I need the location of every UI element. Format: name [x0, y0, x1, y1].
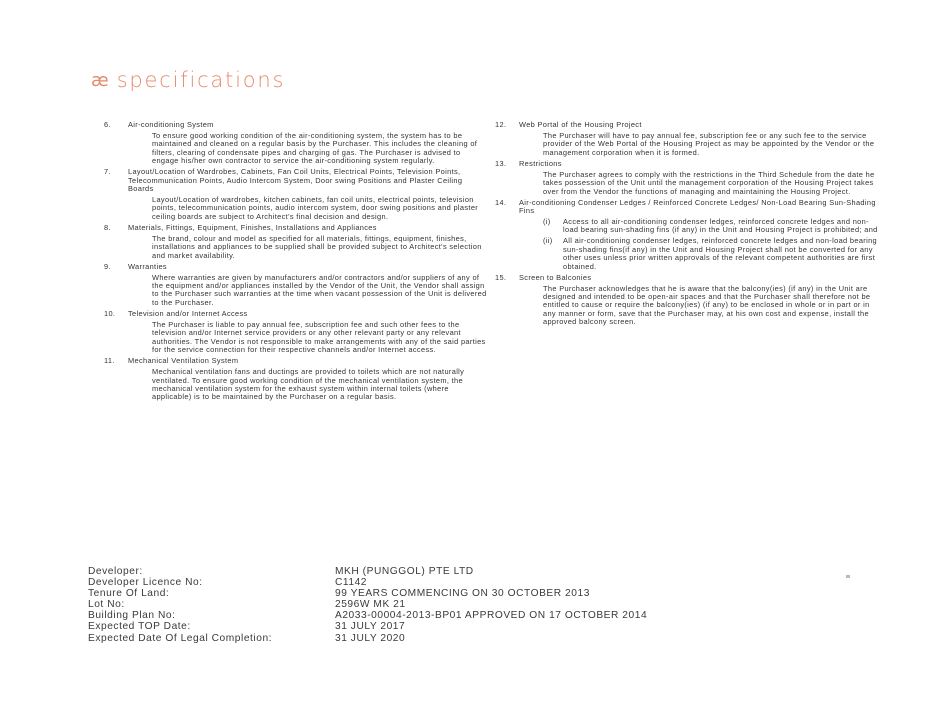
detail-label: Building Plan No:	[88, 610, 176, 622]
spec-item-paragraph-row	[104, 368, 489, 402]
detail-label: Tenure Of Land:	[88, 588, 170, 600]
spec-item-heading: Screen to Balconies	[519, 272, 592, 282]
spec-item-heading: Materials, Fittings, Equipment, Finishes, Installations and Appliances	[128, 222, 377, 232]
detail-value: C1142	[335, 577, 368, 589]
detail-value: A2033-00004-2013-BP01 APPROVED ON 17 OCTOBER 2014	[335, 610, 648, 622]
spec-item-paragraph: The Purchaser is liable to pay annual fee, subscription fee and such other fees to the television and/or Internet service providers or any other relevant party or any relevant authorities. The Vendor is not responsible to make arrangements with any of the said parties for the service connection for their respective channels and/or Internet access.	[152, 319, 486, 355]
spec-subitem	[519, 237, 880, 271]
detail-label: Developer Licence No:	[88, 577, 203, 589]
spec-item-heading: Warranties	[128, 261, 167, 271]
spec-subitem-text: All air-conditioning condenser ledges, reinforced concrete ledges and non-load bearing sun-shading fins(if any) in the Unit and Housing Project shall not be converted for any other uses unless prior written approvals of the relevant competent authorities are first obtained.	[563, 236, 878, 271]
detail-row	[88, 599, 647, 610]
spec-item-heading: Mechanical Ventilation System	[128, 356, 239, 366]
spec-item	[104, 121, 489, 166]
spec-item	[495, 121, 880, 157]
spec-item-indent	[495, 132, 519, 157]
spec-item-number: 14.	[495, 197, 507, 207]
spec-item-heading-row	[495, 160, 880, 168]
detail-row	[88, 566, 647, 577]
spec-item-heading-row	[104, 168, 489, 193]
spec-item-indent	[104, 368, 128, 402]
spec-item-heading: Air-conditioning System	[128, 120, 214, 129]
detail-value: 2596W MK 21	[335, 599, 406, 611]
spec-subitem-row	[495, 237, 880, 271]
spec-item-paragraph: To ensure good working condition of the air-conditioning system, the system has to be maintained and cleaned on a regular basis by the Purchaser. This includes the cleaning of filters, clearing of condensate pipes and charging of gas. The Purchaser is advised to engage his/her own contractor to service the air-conditioning system regularly.	[152, 131, 478, 166]
scan-speck	[846, 575, 850, 578]
spec-item-indent	[495, 218, 519, 235]
page-title: specifications	[116, 68, 286, 92]
spec-item-indent	[495, 285, 519, 327]
spec-item-heading-row	[495, 274, 880, 282]
spec-item-paragraph: Mechanical ventilation fans and ductings are provided to toilets which are not naturally ventilated. To ensure good working condition of the mechanical ventilation system, the mechanical ventilation system for the exhaust system within internal toilets (where applicable) is to be maintained by the Purchaser on a regular basis.	[152, 367, 465, 402]
spec-item-indent	[495, 237, 519, 271]
spec-subitem	[519, 218, 880, 235]
detail-row	[88, 588, 647, 599]
spec-item-paragraph: The Purchaser acknowledges that he is aware that the balcony(ies) (if any) in the Unit are designed and intended to be open-air spaces and that the Purchaser shall therefore not be entitled to cause or require the balcony(ies) (if any) to be enclosed in whole or in part or in any manner or form, save that the Purchaser may, at his own cost and expense, install the approved balcony screen.	[543, 283, 871, 327]
detail-label: Expected Date Of Legal Completion:	[88, 632, 273, 644]
spec-item-indent	[104, 321, 128, 355]
project-details	[88, 566, 647, 644]
spec-item-paragraph-row	[104, 274, 489, 308]
spec-subitem-text: Access to all air-conditioning condenser ledges, reinforced concrete ledges and non-load bearing sun-shading fins (if any) in the Unit and Housing Project is prohibited; and	[563, 217, 878, 235]
spec-item-heading: Web Portal of the Housing Project	[519, 120, 642, 129]
spec-item	[495, 274, 880, 327]
spec-item-heading-row	[495, 121, 880, 129]
spec-item-number: 11.	[104, 356, 115, 366]
detail-label: Expected TOP Date:	[88, 621, 191, 633]
spec-item-paragraph-row	[104, 235, 489, 260]
spec-item-heading: Air-conditioning Condenser Ledges / Reinforced Concrete Ledges/ Non-Load Bearing Sun-Shading Fins	[519, 197, 876, 216]
spec-item-heading-row	[104, 310, 489, 318]
spec-item-paragraph: Where warranties are given by manufacturers and/or contractors and/or suppliers of any of the equipment and/or appliances installed by the Vendor of the Unit, the Vendor shall assign to the Purchaser such warranties at the time when vacant possession of the Unit is delivered to the Purchaser.	[152, 272, 487, 307]
spec-item	[495, 160, 880, 196]
spec-item	[104, 357, 489, 402]
spec-subitem-mark: (i)	[543, 217, 551, 227]
detail-row	[88, 633, 647, 644]
detail-label: Developer:	[88, 566, 143, 577]
spec-item	[104, 310, 489, 355]
page-header	[91, 68, 285, 92]
brand-logo-icon: æ	[91, 69, 107, 91]
detail-value: 99 YEARS COMMENCING ON 30 OCTOBER 2013	[335, 588, 590, 600]
spec-subitem-mark: (ii)	[543, 236, 553, 246]
spec-item-paragraph-row	[495, 285, 880, 327]
spec-item-number: 8.	[104, 222, 111, 232]
spec-item-paragraph-row	[104, 321, 489, 355]
spec-item-number: 9.	[104, 261, 111, 271]
spec-item-indent	[104, 196, 128, 221]
spec-item	[104, 263, 489, 308]
spec-item-heading-row	[104, 263, 489, 271]
right-column	[495, 121, 880, 329]
spec-item-paragraph: The brand, colour and model as specified for all materials, fittings, equipment, finishes, installations and appliances to be supplied shall be provided subject to Architect's selection and market availability.	[152, 233, 482, 260]
left-column	[104, 121, 489, 404]
spec-item-paragraph-row	[104, 132, 489, 166]
spec-item-number: 7.	[104, 167, 111, 177]
spec-item-indent	[104, 274, 128, 308]
spec-item-number: 13.	[495, 158, 507, 168]
spec-item	[104, 224, 489, 260]
spec-item-heading-row	[495, 199, 880, 216]
spec-item-indent	[104, 132, 128, 166]
detail-value: MKH (PUNGGOL) PTE LTD	[335, 566, 474, 577]
spec-item-number: 12.	[495, 120, 507, 129]
spec-item-heading-row	[104, 224, 489, 232]
spec-item-paragraph-row	[495, 171, 880, 196]
spec-item-indent	[104, 235, 128, 260]
detail-row	[88, 577, 647, 588]
spec-item-paragraph-row	[104, 196, 489, 221]
spec-item-number: 10.	[104, 308, 116, 318]
detail-label: Lot No:	[88, 599, 125, 611]
spec-item-indent	[495, 171, 519, 196]
spec-item-paragraph-row	[495, 132, 880, 157]
spec-subitem-row	[495, 218, 880, 235]
spec-item-paragraph: The Purchaser will have to pay annual fee, subscription fee or any such fee to the service provider of the Web Portal of the Housing Project as may be appointed by the Vendor or the management corporation when it is formed.	[543, 131, 875, 157]
spec-item-number: 15.	[495, 272, 507, 282]
detail-row	[88, 610, 647, 621]
spec-item	[495, 199, 880, 271]
spec-item	[104, 168, 489, 221]
detail-row	[88, 621, 647, 632]
spec-item-heading: Layout/Location of Wardrobes, Cabinets, Fan Coil Units, Electrical Points, Television Points, Telecommunication Points, Audio Intercom System, Door swing Positions and Plaster Ceiling Boards	[128, 167, 463, 194]
detail-value: 31 JULY 2020	[335, 632, 406, 644]
spec-item-heading: Television and/or Internet Access	[128, 308, 248, 318]
detail-value: 31 JULY 2017	[335, 621, 406, 633]
spec-item-heading-row	[104, 357, 489, 365]
spec-item-heading-row	[104, 121, 489, 129]
spec-item-paragraph: The Purchaser agrees to comply with the restrictions in the Third Schedule from the date he takes possession of the Unit until the management corporation of the Housing Project takes over from the Vendor the functions of managing and maintaining the Housing Project.	[543, 169, 875, 196]
spec-item-paragraph: Layout/Location of wardrobes, kitchen cabinets, fan coil units, electrical points, television points, telecommunication points, audio intercom system, door swing positions and plaster ceiling boards are subject to Architect's final decision and design.	[152, 195, 479, 221]
spec-item-number: 6.	[104, 120, 111, 129]
spec-item-heading: Restrictions	[519, 158, 562, 168]
